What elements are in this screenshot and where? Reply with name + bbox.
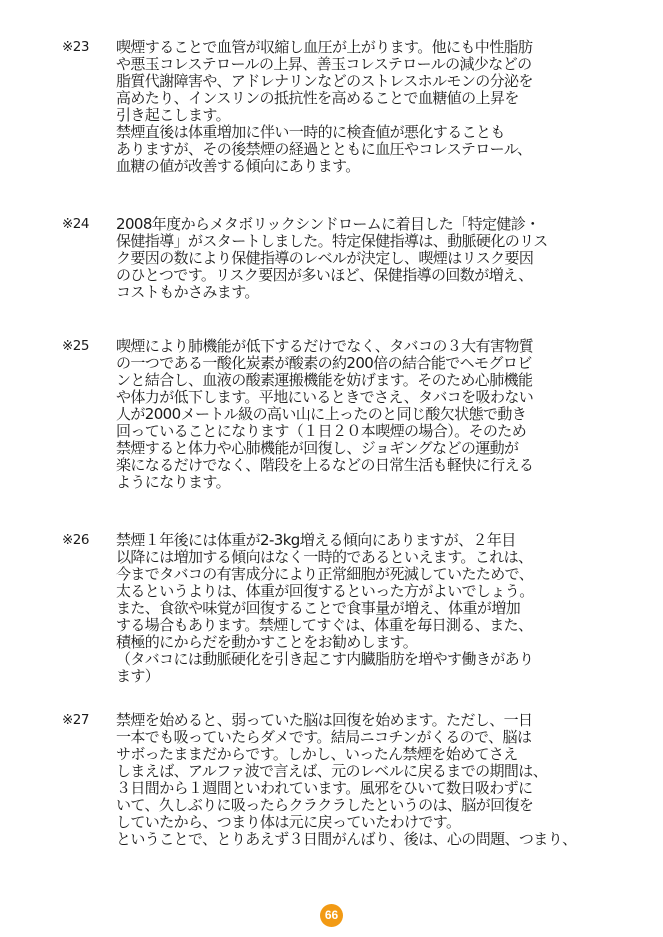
note-line: ありますが、その後禁煙の経過とともに血圧やコレステロール、: [116, 140, 532, 158]
note-body: [116, 532, 632, 685]
note-line: サボったままだからです。しかし、いったん禁煙を始めてさえ: [116, 745, 518, 763]
note-line: 引き起こします。: [116, 106, 231, 124]
note-line: 高めたり、インスリンの抵抗性を高めることで血糖値の上昇を: [116, 89, 519, 107]
note-line: ンと結合し、血液の酸素運搬機能を妨げます。そのため心肺機能: [116, 371, 533, 389]
note-line: 楽になるだけでなく、階段を上るなどの日常生活も軽快に行える: [116, 456, 534, 474]
note-25: [62, 338, 632, 491]
note-marker: ※27: [62, 712, 89, 728]
note-line: 喫煙により肺機能が低下するだけでなく、タバコの３大有害物質: [116, 337, 534, 355]
note-line: しまえば、アルファ波で言えば、元のレベルに戻るまでの期間は、: [116, 762, 548, 780]
note-marker: ※25: [62, 338, 89, 354]
note-line: のひとつです。リスク要因が多いほど、保健指導の回数が増え、: [116, 266, 533, 284]
note-23: [62, 39, 632, 175]
note-line: 血糖の値が改善する傾向にあります。: [116, 157, 360, 175]
note-line: 太るというよりは、体重が回復するといった方がよいでしょう。: [116, 582, 534, 600]
note-line: 禁煙直後は体重増加に伴い一時的に検査値が悪化することも: [116, 123, 505, 141]
note-26: [62, 532, 632, 685]
note-line: また、食欲や味覚が回復することで食事量が増え、体重が増加: [116, 599, 521, 617]
note-line: していたから、つまり体は元に戻っていたわけです。: [116, 813, 461, 831]
note-line: 保健指導」がスタートしました。特定保健指導は、動脈硬化のリス: [116, 232, 548, 250]
note-marker: ※23: [62, 39, 89, 55]
note-line: 脂質代謝障害や、アドレナリンなどのストレスホルモンの分泌を: [116, 72, 533, 90]
note-line: 2008年度からメタボリックシンドロームに着目した「特定健診・: [116, 215, 540, 233]
note-line: ク要因の数により保健指導のレベルが決定し、喫煙はリスク要因: [116, 249, 534, 267]
note-24: [62, 216, 632, 301]
note-body: [116, 39, 632, 175]
note-marker: ※26: [62, 532, 89, 548]
note-body: [116, 338, 632, 491]
note-line: 喫煙することで血管が収縮し血圧が上がります。他にも中性脂肪: [116, 38, 533, 56]
page-number-badge: 66: [320, 904, 343, 927]
note-line: の一つである一酸化炭素が酸素の約200倍の結合能でヘモグロビ: [116, 354, 532, 372]
note-line: いて、久しぶりに吸ったらクラクラしたというのは、脳が回復を: [116, 796, 534, 814]
note-line: や悪玉コレステロールの上昇、善玉コレステロールの減少などの: [116, 55, 532, 73]
note-line: コストもかさみます。: [116, 283, 259, 301]
note-line: 禁煙１年後には体重が2-3kg増える傾向にありますが、２年目: [116, 531, 516, 549]
note-line: ３日間から１週間といわれています。風邪をひいて数日吸わずに: [116, 779, 533, 797]
note-line: 禁煙を始めると、弱っていた脳は回復を始めます。ただし、一日: [116, 711, 533, 729]
note-line: する場合もあります。禁煙してすぐは、体重を毎日測る、また、: [116, 616, 533, 634]
note-27: [62, 712, 632, 848]
note-line: ということで、とりあえず３日間がんばり、後は、心の問題、つまり、: [116, 830, 577, 848]
note-line: ようになります。: [116, 473, 231, 491]
note-line: ます）: [116, 667, 160, 685]
note-line: 積極的にからだを動かすことをお勧めします。: [116, 633, 418, 651]
note-line: 禁煙すると体力や心肺機能が回復し、ジョギングなどの運動が: [116, 439, 519, 457]
note-body: [116, 712, 632, 848]
note-line: 人が2000メートル級の高い山に上ったのと同じ酸欠状態で動き: [116, 405, 527, 423]
note-line: 回っていることになります（１日２０本喫煙の場合）。そのため: [116, 422, 527, 440]
note-line: や体力が低下します。平地にいるときでさえ、タバコを吸わない: [116, 388, 534, 406]
note-line: （タバコには動脈硬化を引き起こす内臓脂肪を増やす働きがあり: [116, 650, 534, 668]
note-body: [116, 216, 632, 301]
note-marker: ※24: [62, 216, 89, 232]
note-line: 以降には増加する傾向はなく一時的であるといえます。これは、: [116, 548, 533, 566]
note-line: 一本でも吸っていたらダメです。結局ニコチンがくるので、脳は: [116, 728, 532, 746]
note-line: 今までタバコの有害成分により正常細胞が死滅していたためで、: [116, 565, 534, 583]
